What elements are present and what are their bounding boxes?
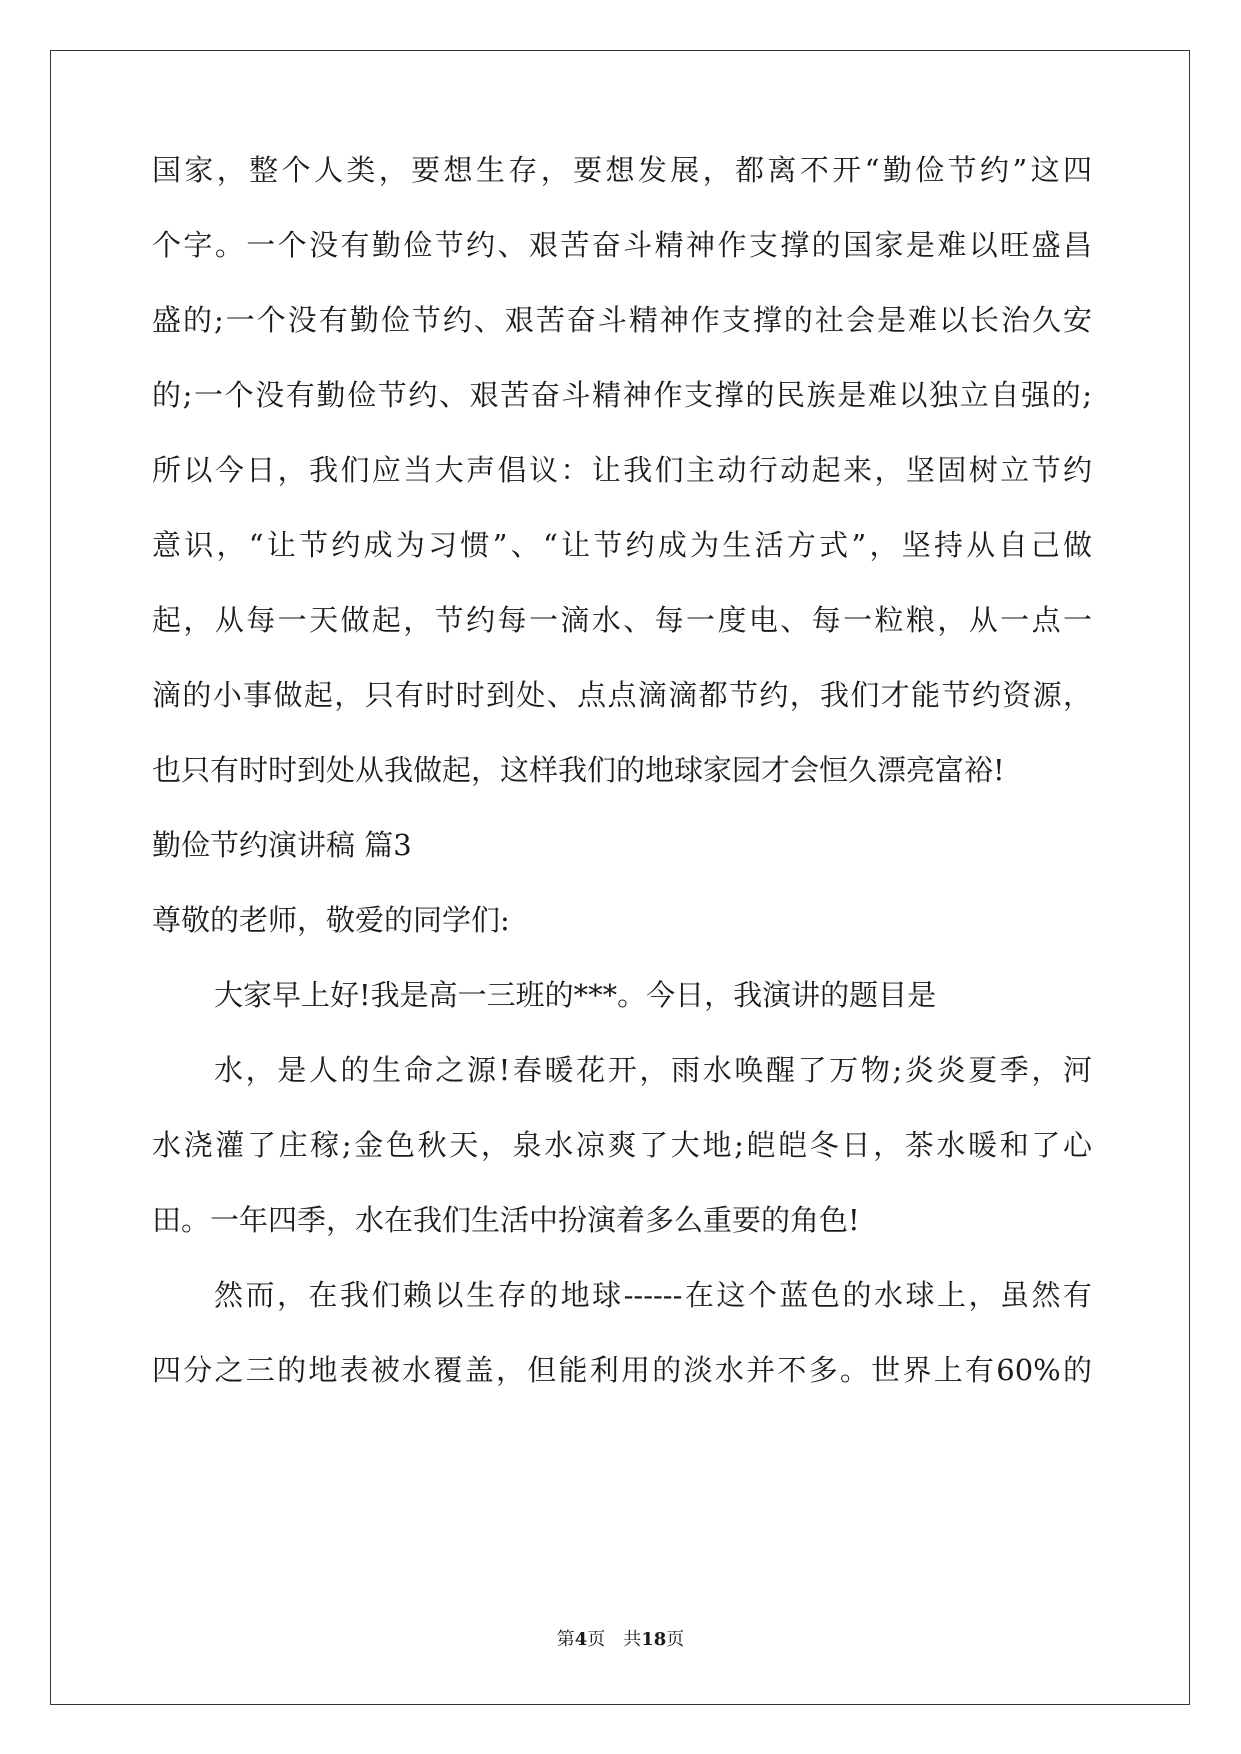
page-number-footer [0, 1628, 1241, 1652]
footer-middle: 页 共 [587, 1629, 642, 1650]
current-page-number: 4 [574, 1629, 588, 1650]
footer-prefix: 第 [556, 1629, 575, 1650]
paragraph-line: 的;一个没有勤俭节约、艰苦奋斗精神作支撑的民族是难以独立自强的; [152, 378, 1092, 412]
paragraph-line: 起，从每一天做起，节约每一滴水、每一度电、每一粒粮，从一点一 [152, 603, 1092, 637]
section-heading: 勤俭节约演讲稿 篇3 [152, 828, 412, 862]
paragraph-line: 所以今日，我们应当大声倡议：让我们主动行动起来，坚固树立节约 [152, 453, 1092, 487]
paragraph-line: 四分之三的地表被水覆盖，但能利用的淡水并不多。世界上有60%的 [152, 1353, 1092, 1387]
paragraph-line: 也只有时时到处从我做起，这样我们的地球家园才会恒久漂亮富裕! [152, 753, 1005, 787]
paragraph-line: 国家，整个人类，要想生存，要想发展，都离不开“勤俭节约”这四 [152, 153, 1092, 187]
paragraph-line: 水，是人的生命之源!春暖花开，雨水唤醒了万物;炎炎夏季，河 [214, 1053, 1092, 1087]
footer-suffix: 页 [666, 1629, 685, 1650]
paragraph-line: 然而，在我们赖以生存的地球------在这个蓝色的水球上，虽然有 [214, 1278, 1092, 1312]
paragraph-line: 个字。一个没有勤俭节约、艰苦奋斗精神作支撑的国家是难以旺盛昌 [152, 228, 1092, 262]
paragraph-line: 意识，“让节约成为习惯”、“让节约成为生活方式”，坚持从自己做 [152, 528, 1092, 562]
page-border [50, 50, 1190, 1705]
paragraph-line: 滴的小事做起，只有时时到处、点点滴滴都节约，我们才能节约资源， [152, 678, 1092, 712]
paragraph-line: 大家早上好!我是高一三班的***。今日，我演讲的题目是 [214, 978, 937, 1012]
paragraph-line: 田。一年四季，水在我们生活中扮演着多么重要的角色! [152, 1203, 860, 1237]
paragraph-line: 水浇灌了庄稼;金色秋天，泉水凉爽了大地;皑皑冬日，茶水暖和了心 [152, 1128, 1092, 1162]
salutation: 尊敬的老师，敬爱的同学们: [152, 903, 510, 937]
paragraph-line: 盛的;一个没有勤俭节约、艰苦奋斗精神作支撑的社会是难以长治久安 [152, 303, 1092, 337]
total-page-number: 18 [641, 1629, 667, 1650]
